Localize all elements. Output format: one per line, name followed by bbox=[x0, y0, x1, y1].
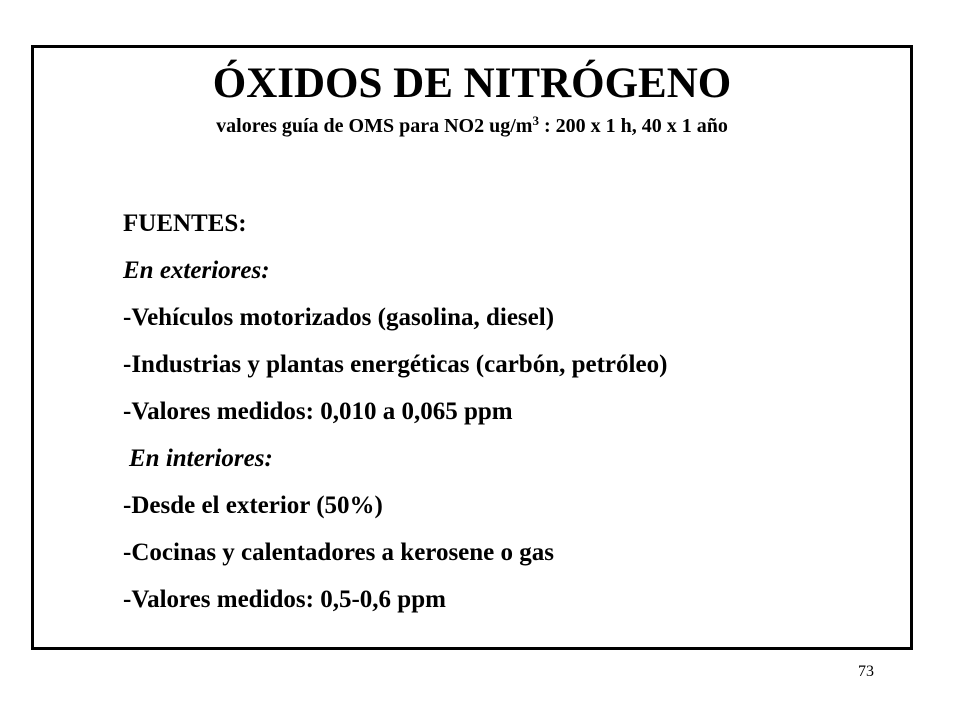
slide-title: ÓXIDOS DE NITRÓGENO bbox=[212, 60, 732, 107]
outdoor-heading: En exteriores: bbox=[123, 257, 270, 284]
sources-list bbox=[123, 200, 667, 623]
list-item: -Industrias y plantas energéticas (carbón, petróleo) bbox=[123, 351, 668, 378]
list-item: -Vehículos motorizados (gasolina, diesel) bbox=[123, 304, 555, 331]
list-item: -Cocinas y calentadores a kerosene o gas bbox=[123, 539, 554, 566]
subtitle-superscript: 3 bbox=[532, 113, 539, 128]
list-item: -Valores medidos: 0,010 a 0,065 ppm bbox=[123, 398, 513, 425]
subtitle-values: : 200 x 1 h, 40 x 1 año bbox=[538, 115, 728, 137]
subtitle-text: valores guía de OMS para NO2 ug/m bbox=[216, 115, 533, 137]
slide-frame bbox=[31, 45, 913, 650]
list-item: -Desde el exterior (50%) bbox=[123, 492, 383, 519]
slide-subtitle bbox=[34, 113, 910, 137]
list-item: -Valores medidos: 0,5-0,6 ppm bbox=[123, 586, 446, 613]
page-number: 73 bbox=[858, 663, 874, 680]
indoor-heading: En interiores: bbox=[129, 445, 273, 472]
sources-heading: FUENTES: bbox=[123, 210, 247, 237]
